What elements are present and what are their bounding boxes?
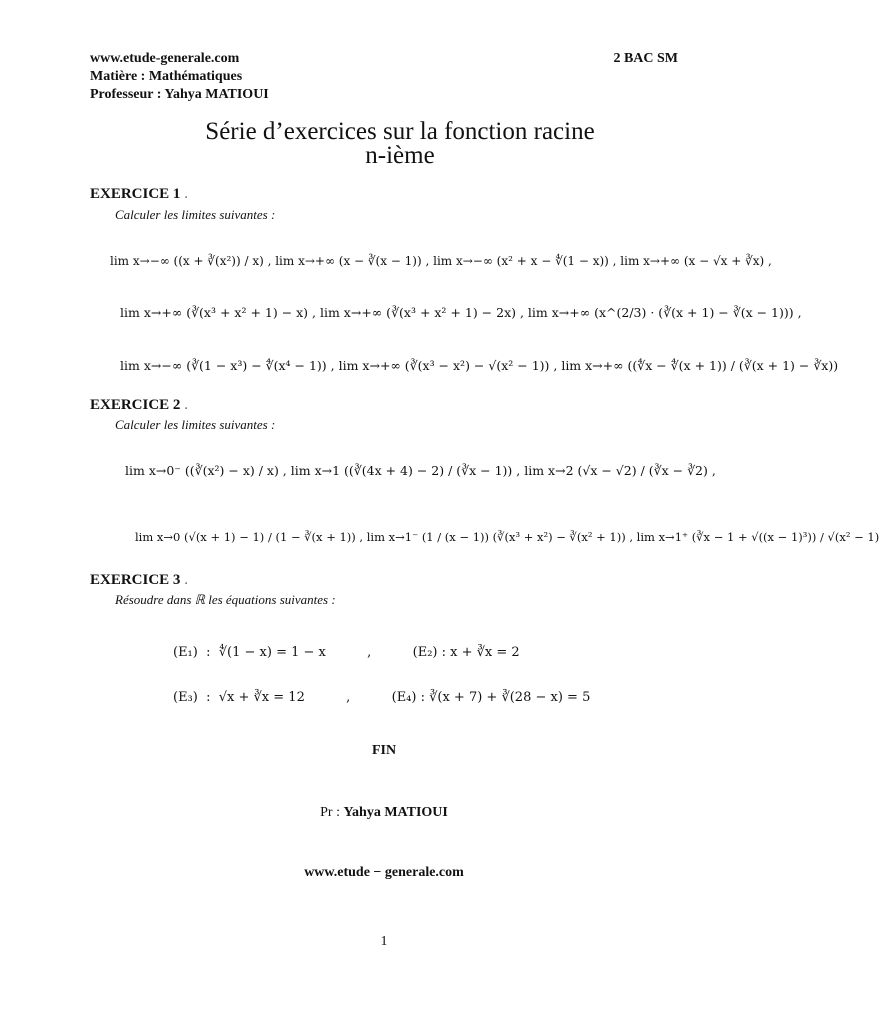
exercise-2-row-1: lim x→0⁻ ((∛(x²) − x) / x) , lim x→1 ((∛(4x + 4) − 2) / (∛x − 1)) , lim x→2 (√x − √2) / (∛x − ∛2) , [125,463,716,478]
exercise-1-row-2: lim x→+∞ (∛(x³ + x² + 1) − x) , lim x→+∞ (∛(x³ + x² + 1) − 2x) , lim x→+∞ (x^(2/3) · (∛(x + 1) − ∛(x − 1))) , [120,305,802,320]
site-url: www.etude-generale.com [90,51,240,66]
page-number: 1 [380,934,388,949]
exercise-2-instruction: Calculer les limites suivantes : [115,417,276,432]
signature-name: Yahya MATIOUI [343,805,448,820]
signature [0,805,768,821]
exercise-3-instruction: Résoudre dans ℝ les équations suivantes : [115,592,336,607]
teacher-line: Professeur : Yahya MATIOUI [90,87,269,102]
exercise-1-instruction: Calculer les limites suivantes : [115,207,276,222]
exercise-heading-text: EXERCICE 3 [90,572,181,588]
heading-dot: . [184,572,188,588]
exercise-3-row-2: (E₃) : √x + ∛x = 12 , (E₄) : ∛(x + 7) + ∛(28 − x) = 5 [173,690,591,705]
end-marker: FIN [371,743,397,758]
page-title [120,120,680,168]
title-line-1: Série d’exercices sur la fonction racine [205,118,595,145]
signature-prefix: Pr : [320,805,340,820]
footer-site: www.etude − generale.com [304,865,464,880]
exercise-1-row-3: lim x→−∞ (∛(1 − x³) − ∜(x⁴ − 1)) , lim x→+∞ (∛(x³ − x²) − √(x² − 1)) , lim x→+∞ ((∜x − ∜(x + 1)) / (∛(x + 1) − ∛x)) [120,358,839,373]
exercise-3-heading [90,572,188,589]
exercise-heading-text: EXERCICE 1 [90,186,181,202]
exercise-2-row-2: lim x→0 (√(x + 1) − 1) / (1 − ∛(x + 1)) , lim x→1⁻ (1 / (x − 1)) (∛(x³ + x²) − ∛(x² + 1)) , lim x→1⁺ (∛x − 1 + √((x − 1)³)) / √(x² − 1) [135,530,879,544]
exercise-2-heading [90,397,188,414]
title-line-2: n-ième [365,142,435,169]
exercise-heading-text: EXERCICE 2 [90,397,181,413]
exercise-1-heading [90,186,188,203]
heading-dot: . [184,397,188,413]
exercise-1-row-1: lim x→−∞ ((x + ∛(x²)) / x) , lim x→+∞ (x − ∛(x − 1)) , lim x→−∞ (x² + x − ∜(1 − x)) , lim x→+∞ (x − √x + ∛x) , [110,254,772,268]
exercise-3-row-1: (E₁) : ∜(1 − x) = 1 − x , (E₂) : x + ∛x = 2 [173,645,520,660]
heading-dot: . [184,186,188,202]
class-level: 2 BAC SM [613,51,678,66]
subject-line: Matière : Mathématiques [90,69,243,84]
